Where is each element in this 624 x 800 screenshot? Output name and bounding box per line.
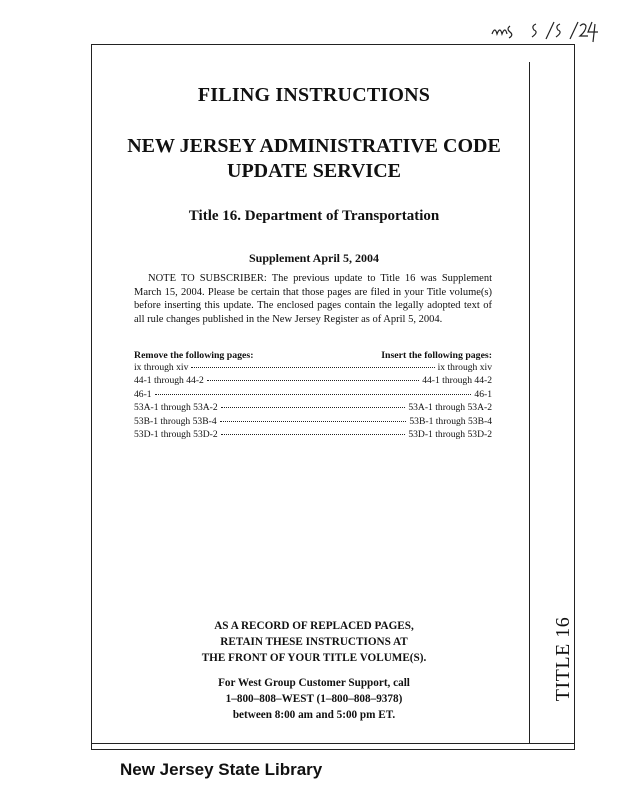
insert-header: Insert the following pages: [381, 350, 492, 361]
table-row [134, 416, 492, 429]
support-phone: 1–800–808–WEST (1–800–808–9378) [225, 693, 403, 705]
table-row [134, 429, 492, 442]
record-line1: AS A RECORD OF REPLACED PAGES, [214, 620, 414, 632]
customer-support [108, 675, 520, 723]
remove-pages: 46-1 [134, 388, 152, 400]
code-title [108, 134, 520, 184]
insert-pages: ix through xiv [437, 362, 492, 373]
table-row [134, 389, 492, 402]
insert-pages: 53D-1 through 53D-2 [408, 428, 492, 440]
spine-divider [529, 62, 530, 743]
code-title-line2: UPDATE SERVICE [227, 160, 401, 182]
record-line3: THE FRONT OF YOUR TITLE VOLUME(S). [201, 652, 427, 664]
library-stamp: New Jersey State Library [120, 760, 323, 779]
supplement-date: Supplement April 5, 2004 [248, 251, 380, 265]
record-notice [108, 618, 520, 666]
page-table-header [134, 350, 492, 361]
handwritten-initials-date [488, 12, 608, 46]
table-row [134, 362, 492, 375]
record-line2: RETAIN THESE INSTRUCTIONS AT [220, 636, 408, 648]
code-title-line1: NEW JERSEY ADMINISTRATIVE CODE [127, 135, 501, 157]
remove-pages: 44-1 through 44-2 [134, 375, 204, 387]
support-hours: between 8:00 am and 5:00 pm ET. [232, 709, 396, 721]
insert-pages: 53B-1 through 53B-4 [409, 415, 492, 427]
remove-pages: ix through xiv [134, 362, 189, 373]
subscriber-note: NOTE TO SUBSCRIBER: The previous update to Title 16 was Supplement March 15, 2004. Please be certain that those pages are filed in your Title volume(s) before inserting this update. The enclosed pages contain the legally adopted text of all rule changes published in the New Jersey Register as of April 5, 2004. [134, 273, 492, 325]
leader-dots [207, 380, 419, 381]
table-row [134, 375, 492, 388]
insert-pages: 46-1 [474, 388, 492, 400]
page-replacement-table [134, 350, 492, 442]
insert-pages: 53A-1 through 53A-2 [408, 402, 492, 414]
remove-pages: 53D-1 through 53D-2 [134, 428, 218, 440]
remove-pages: 53B-1 through 53B-4 [134, 415, 217, 427]
spine-title-label: TITLE 16 [552, 616, 574, 702]
leader-dots [220, 421, 407, 422]
remove-pages: 53A-1 through 53A-2 [134, 402, 218, 414]
leader-dots [221, 407, 406, 408]
leader-dots [191, 367, 434, 368]
heading: FILING INSTRUCTIONS [197, 84, 431, 106]
table-row [134, 402, 492, 415]
leader-dots [155, 394, 472, 395]
support-line1: For West Group Customer Support, call [218, 677, 410, 689]
frame-double-rule [91, 743, 575, 744]
leader-dots [221, 434, 406, 435]
insert-pages: 44-1 through 44-2 [422, 375, 492, 387]
remove-header: Remove the following pages: [134, 350, 254, 361]
title-department: Title 16. Department of Transportation [188, 208, 440, 224]
